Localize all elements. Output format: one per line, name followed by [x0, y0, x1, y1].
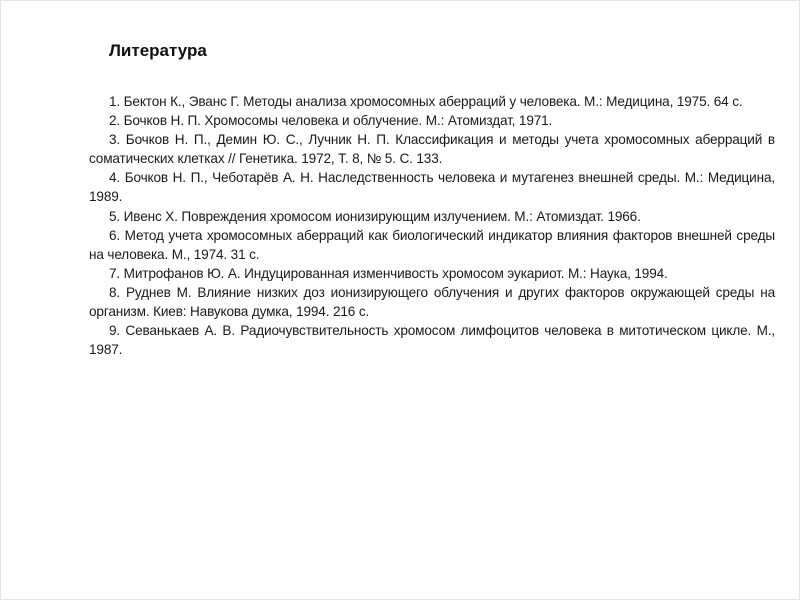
reference-item: 8. Руднев М. Влияние низких доз ионизирующего облучения и других факторов окружающей среды на организм. Киев: Навукова думка, 1994. 216 с.: [89, 284, 775, 320]
reference-item: 6. Метод учета хромосомных аберраций как биологический индикатор влияния факторов внешней среды на человека. М., 1974. 31 с.: [89, 227, 775, 262]
page-title: Литература: [109, 41, 207, 60]
reference-item: 1. Бектон К., Эванс Г. Методы анализа хромосомных аберраций у человека. М.: Медицина, 1975. 64 с.: [109, 94, 743, 109]
reference-item: 4. Бочков Н. П., Чеботарёв А. Н. Наследственность человека и мутагенез внешней среды. М.: Медицина, 1989.: [89, 170, 775, 205]
reference-item: 9. Севанькаев А. В. Радиочувствительность хромосом лимфоцитов человека в митотическом цикле. М., 1987.: [89, 323, 775, 358]
reference-list: [89, 92, 775, 359]
reference-item: 2. Бочков Н. П. Хромосомы человека и облучение. М.: Атомиздат, 1971.: [109, 113, 553, 129]
reference-item: 5. Ивенс Х. Повреждения хромосом ионизирующим излучением. М.: Атомиздат. 1966.: [109, 208, 641, 224]
reference-item: 7. Митрофанов Ю. А. Индуцированная изменчивость хромосом эукариот. М.: Наука, 1994.: [109, 265, 668, 281]
reference-item: 3. Бочков Н. П., Демин Ю. С., Лучник Н. П. Классификация и методы учета хромосомных аберраций в соматических клетках // Генетика. 1972, Т. 8, № 5. С. 133.: [89, 132, 775, 167]
